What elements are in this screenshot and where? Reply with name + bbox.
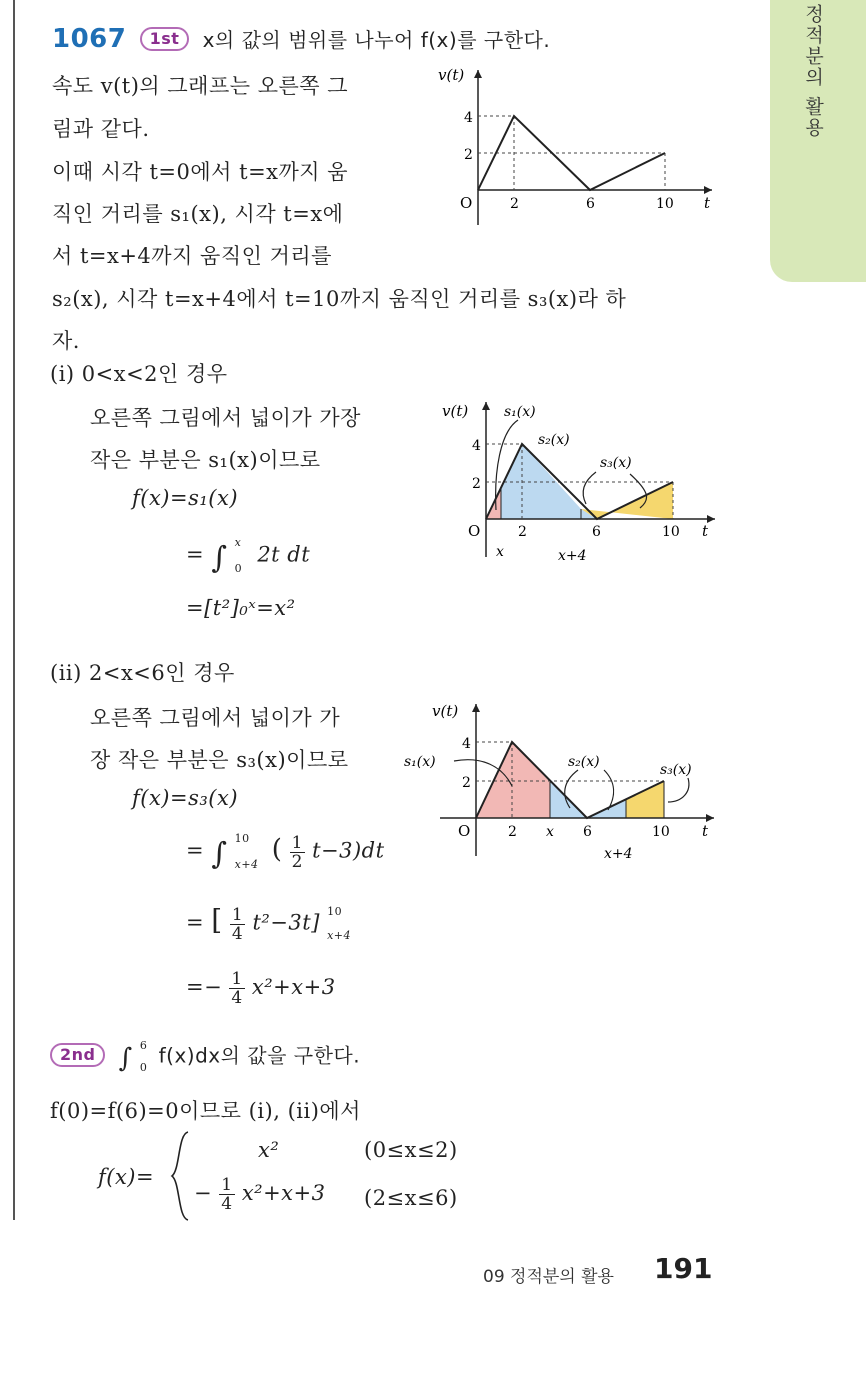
- g2-t-label: t: [702, 522, 709, 540]
- g1-origin: O: [460, 194, 473, 212]
- intro-line-7: 자.: [52, 329, 80, 353]
- intro-line-6: s₂(x), 시각 t=x+4에서 t=10까지 움직인 거리를 s₃(x)라 하: [52, 287, 627, 311]
- case2-eq3-bracket: [: [211, 903, 223, 937]
- case2-desc-1: 오른쪽 그림에서 넓이가 가: [90, 706, 341, 730]
- g1-x2: 2: [510, 196, 519, 212]
- case1-eq2-upper: x: [234, 536, 242, 549]
- g3-x10: 10: [652, 824, 670, 840]
- g3-x2: 2: [508, 824, 517, 840]
- g2-xp4-label: x+4: [558, 548, 587, 564]
- integral-sign: ∫: [211, 540, 228, 576]
- case2-eq2-body: t−3)dt: [312, 838, 385, 863]
- case1-eq2: [186, 530, 310, 582]
- case1-eq1: f(x)=s₁(x): [132, 486, 239, 510]
- case1-eq2-eq: =: [186, 542, 205, 567]
- velocity-graph: [420, 60, 720, 230]
- piecewise-brace: [170, 1130, 192, 1222]
- g3-y2: 2: [462, 775, 471, 791]
- g2-origin: O: [468, 522, 481, 540]
- case2-eq4-tail: x²+x+3: [251, 975, 336, 999]
- step2-integral-lower: 0: [139, 1061, 148, 1074]
- g1-y4: 4: [464, 110, 473, 126]
- g2-x6: 6: [592, 524, 601, 540]
- intro-line-2: 림과 같다.: [52, 117, 150, 141]
- case2-eq3-eq: =: [186, 910, 205, 935]
- case2-eq2-lower: x+4: [234, 858, 259, 871]
- case2-eq3-limits: [327, 900, 351, 948]
- fraction-quarter: $\frac{1}{4}$: [231, 904, 244, 944]
- footer-page-number: 191: [654, 1252, 713, 1285]
- margin-rule: [13, 0, 15, 1220]
- integral-sign-2: ∫: [211, 836, 228, 872]
- case2-eq3-tail: t²−3t]: [252, 910, 320, 935]
- case1-eq2-lower: 0: [234, 562, 243, 575]
- piecewise-row1-expr: x²: [258, 1138, 280, 1162]
- problem-header: [52, 24, 550, 54]
- g2-s3-label: s₃(x): [600, 455, 632, 471]
- g1-t-label: t: [704, 194, 711, 212]
- piecewise-row2-expr: [194, 1176, 325, 1213]
- case2-eq1: f(x)=s₃(x): [132, 786, 239, 810]
- case2-eq2-limits: [235, 826, 259, 878]
- piecewise-row2-tail: x²+x+3: [241, 1181, 326, 1205]
- piecewise-lhs: f(x)=: [98, 1165, 155, 1189]
- g3-y4: 4: [462, 736, 471, 752]
- case2-eq4-eq: =−: [186, 975, 223, 999]
- step1-title: x의 값의 범위를 나누어 f(x)를 구한다.: [202, 28, 551, 52]
- step2-title: f(x)dx의 값을 구한다.: [158, 1043, 361, 1068]
- case2-eq3-lower: x+4: [327, 929, 351, 942]
- case2-title: (ii) 2<x<6인 경우: [50, 661, 235, 685]
- intro-line-5: 서 t=x+4까지 움직인 거리를: [52, 244, 332, 268]
- case1-title: (i) 0<x<2인 경우: [50, 362, 228, 386]
- g3-x6: 6: [583, 824, 592, 840]
- case2-eq2-paren: (: [271, 834, 283, 865]
- case1-desc-1: 오른쪽 그림에서 넓이가 가장: [90, 406, 361, 430]
- g3-v-label: v(t): [432, 702, 459, 720]
- g1-x6: 6: [586, 196, 595, 212]
- step2-integral-upper: 6: [139, 1039, 148, 1052]
- case2-eq2-eq: =: [186, 838, 205, 863]
- g1-y2: 2: [464, 147, 473, 163]
- g2-s2-label: s₂(x): [538, 432, 570, 448]
- case2-graph: [402, 696, 720, 871]
- g3-s2-label: s₂(x): [568, 754, 600, 770]
- fraction-half: $\frac{1}{2}$: [291, 832, 303, 872]
- case1-graph: [430, 392, 720, 572]
- fraction-quarter-2: $\frac{1}{4}$: [231, 969, 243, 1008]
- footer-chapter: 09 정적분의 활용: [483, 1267, 614, 1287]
- g2-v-label: v(t): [442, 402, 469, 420]
- g3-t-label: t: [702, 822, 709, 840]
- problem-number: 1067: [52, 24, 127, 54]
- g3-s3-label: s₃(x): [660, 762, 692, 778]
- step2-badge: 2nd: [50, 1043, 105, 1067]
- case1-desc-2: 작은 부분은 s₁(x)이므로: [90, 448, 321, 472]
- g2-y4: 4: [472, 438, 481, 454]
- intro-line-3: 이때 시각 t=0에서 t=x까지 움: [52, 160, 349, 184]
- step1-badge: 1st: [140, 27, 190, 51]
- step2-integral-limits: [140, 1035, 148, 1079]
- case2-eq2-upper: 10: [234, 832, 250, 845]
- intro-line-1: 속도 v(t)의 그래프는 오른쪽 그: [52, 74, 349, 98]
- g2-x2: 2: [518, 524, 527, 540]
- case1-eq2-body: 2t dt: [257, 542, 311, 567]
- piecewise-row1-cond: (0≤x≤2): [364, 1138, 458, 1162]
- step2-line: f(0)=f(6)=0이므로 (i), (ii)에서: [50, 1099, 361, 1123]
- g2-s1-label: s₁(x): [504, 404, 536, 420]
- fraction-quarter-3: $\frac{1}{4}$: [221, 1175, 233, 1214]
- piecewise-row2-cond: (2≤x≤6): [364, 1186, 458, 1210]
- case1-eq2-limits: [235, 530, 243, 582]
- g3-s1-label: s₁(x): [404, 754, 436, 770]
- step2-header: [50, 1035, 360, 1079]
- g2-y2: 2: [472, 476, 481, 492]
- g2-x10: 10: [662, 524, 680, 540]
- chapter-side-tab-label: 정적분의 활용: [802, 4, 824, 139]
- case2-eq2: [186, 826, 385, 878]
- g3-origin: O: [458, 822, 471, 840]
- g2-x-label: x: [496, 544, 504, 560]
- g3-xp4-label: x+4: [604, 846, 633, 862]
- g1-v-label: v(t): [438, 66, 465, 84]
- case2-eq4: [186, 970, 336, 1007]
- case2-eq3-upper: 10: [327, 905, 343, 918]
- case1-eq3: =[t²]₀ˣ=x²: [186, 596, 296, 620]
- intro-line-4: 직인 거리를 s₁(x), 시각 t=x에: [52, 202, 344, 226]
- g3-x-label: x: [546, 824, 554, 840]
- g1-x10: 10: [656, 196, 674, 212]
- piecewise-row2-minus: −: [194, 1181, 213, 1205]
- case2-eq3: [186, 900, 351, 948]
- case2-desc-2: 장 작은 부분은 s₃(x)이므로: [90, 748, 349, 772]
- step2-integral-sign: ∫: [118, 1043, 133, 1074]
